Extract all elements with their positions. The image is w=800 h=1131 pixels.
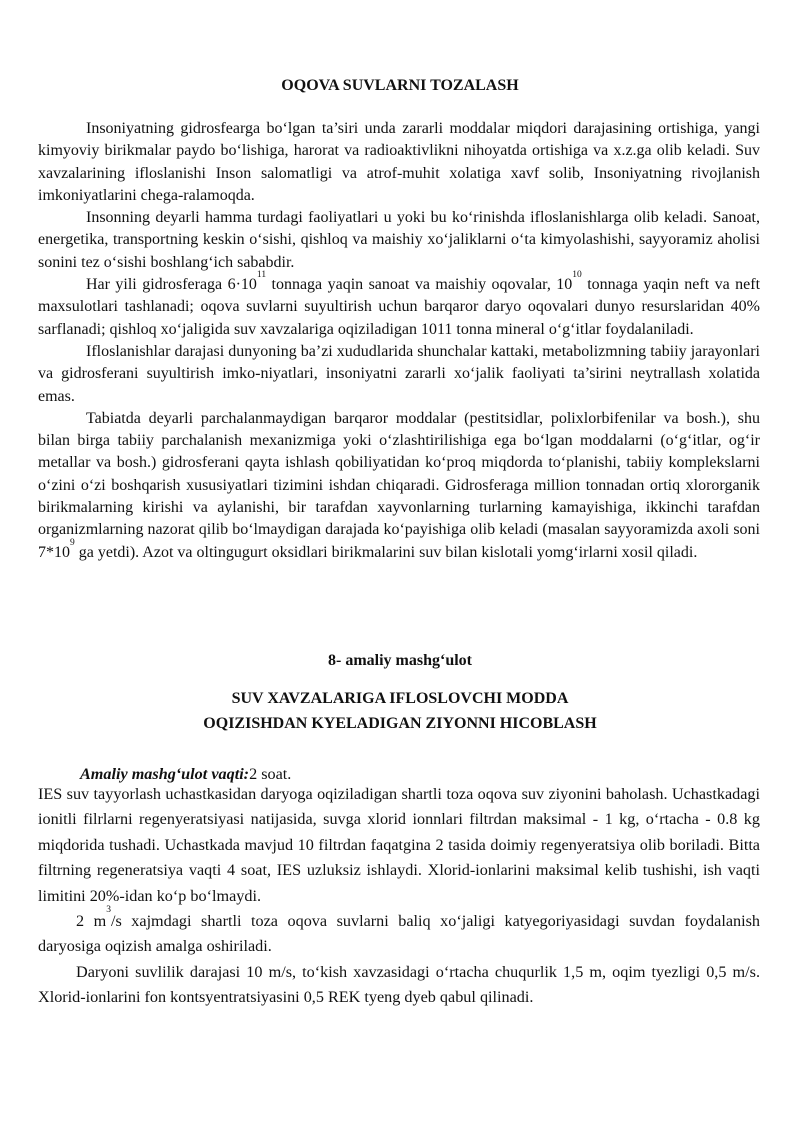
paragraph: Ifloslanishlar darajasi dunyoning ba’zi xududlarida shunchalar kattaki, metabolizmning tabiiy jarayonlari va gidrosferani suyultirish imko-niyatlari, insoniyatni zararli xo‘jalik faoliyati ta’sirini neytrallash xolatida emas.: [38, 342, 760, 405]
section-title: OQOVA SUVLARNI TOZALASH: [281, 77, 519, 94]
text-run: Har yili gidrosferaga 6·10: [86, 276, 257, 294]
lesson-time-label: Amaliy mashg‘ulot vaqti:: [80, 765, 250, 783]
text-run: Tabiatda deyarli parchalanmaydigan barqaror moddalar (pestitsidlar, polixlorbifenilar va bosh.), shu bilan birga tabiiy parchalanish mexanizmiga yoki o‘zlashtirilishiga ega bo‘lgan moddalarni (o‘g‘itlar, og‘ir metallar va bosh.) gidrosferani qayta ishlash qobiliyatidan ko‘proq miqdorda to‘planishi, tabiiy komplekslarni o‘zini o‘zi boshqarish xususiyatlari tizimini ishdan chiqaradi. Gidrosferaga million tonnadan ortiq xlororganik birikmalarning kirishi va aylanishi, bir tarafdan xayvonlarning turlarning kamayishiga, ikkinchi tarafdan organizmlarning nazorat qilib bo‘lmaydigan darajada ko‘payishiga olib keladi (masalan sayyoramizda axoli soni 7*10: [38, 409, 760, 561]
lesson-title-line2: OQIZISHDAN KYELADIGAN ZIYONNI HICOBLASH: [203, 715, 597, 732]
text-run: tonnaga yaqin neft va neft maxsulotlari tashlanadi; oqova suvlarni suyultirish uchun barqaror daryo oqovalari dunyo resurslaridan 40% sarflanadi; qishloq xo‘jaligida suv xavzalariga oqiziladigan 1011 tonna mineral o‘g‘itlar foydalaniladi.: [38, 276, 761, 338]
paragraph: [38, 408, 760, 564]
paragraph: [38, 270, 761, 341]
superscript: 11: [256, 270, 267, 281]
paragraph: [38, 905, 761, 960]
paragraph: Insoniyatning gidrosfearga bo‘lgan ta’siri unda zararli moddalar miqdori darajasining ortishiga, yangi kimyoviy birikmalar paydo bo‘lishiga, harorat va radioaktivlikni nihoyatda ortishiga va x.z.ga olib keladi. Suv xavzalarining ifloslanishi Inson salomatligi va atrof-muhit xolatiga xavf solib, Insoniyatning rivojlanish imkoniyatlarini chega-ralamoqda.: [38, 120, 760, 204]
text-run: /s xajmdagi shartli toza oqova suvlarni baliq xo‘jaligi katyegoriyasidagi suvdan foydalanish daryosiga oqizish amalga oshiriladi.: [38, 912, 761, 956]
lesson-title-line1: SUV XAVZALARIGA IFLOSLOVCHI MODDA: [231, 690, 569, 707]
text-run: 2 m: [76, 912, 107, 931]
paragraph: Insonning deyarli hamma turdagi faoliyatlari u yoki bu ko‘rinishda ifloslanishlarga olib keladi. Sanoat, energetika, transportning keskin o‘sishi, qishloq va maishiy xo‘jaliklarni o‘ta kimyolashishi, sayyoramiz aholisi sonini tez o‘sishi boshlang‘ich sababdir.: [38, 209, 760, 271]
paragraph: IES suv tayyorlash uchastkasidan daryoga oqiziladigan shartli toza oqova suv ziyonini baholash. Uchastkadagi ionitli filrlarni regenyeratsiyasi natijasida, suvga xlorid ionnlari filtrdan maksimal - 1 kg, o‘rtacha - 0.8 kg miqdorida tushadi. Uchastkada mavjud 10 filtrdan faqatgina 2 tasida doimiy regenyeratsiya olib boriladi. Bitta filtrning regeneratsiya vaqti 4 soat, IES uzluksiz ishlaydi. Xlorid-ionlarini maksimal kelib tushishi, ish vaqti limitini 20%-idan ko‘p bo‘lmaydi.: [38, 785, 760, 905]
lesson-body: [38, 782, 760, 1011]
superscript: 9: [70, 537, 75, 548]
superscript: 10: [572, 270, 582, 281]
section-body: [38, 118, 760, 564]
paragraph: Daryoni suvlilik darajasi 10 m/s, to‘kish xavzasidagi o‘rtacha chuqurlik 1,5 m, oqim tyezligi 0,5 m/s. Xlorid-ionlarini fon kontsyentratsiyasini 0,5 REK tyeng dyeb qabul qilinadi.: [38, 962, 760, 1007]
lesson-heading: 8- amaliy mashg‘ulot: [328, 652, 472, 669]
text-run: ga yetdi). Azot va oltingugurt oksidlari birikmalarini suv bilan kislotali yomg‘irlarni xosil qiladi.: [74, 543, 698, 561]
superscript: 3: [106, 905, 111, 916]
text-run: tonnaga yaqin sanoat va maishiy oqovalar, 10: [266, 276, 573, 294]
lesson-time-value: 2 soat.: [249, 765, 292, 783]
